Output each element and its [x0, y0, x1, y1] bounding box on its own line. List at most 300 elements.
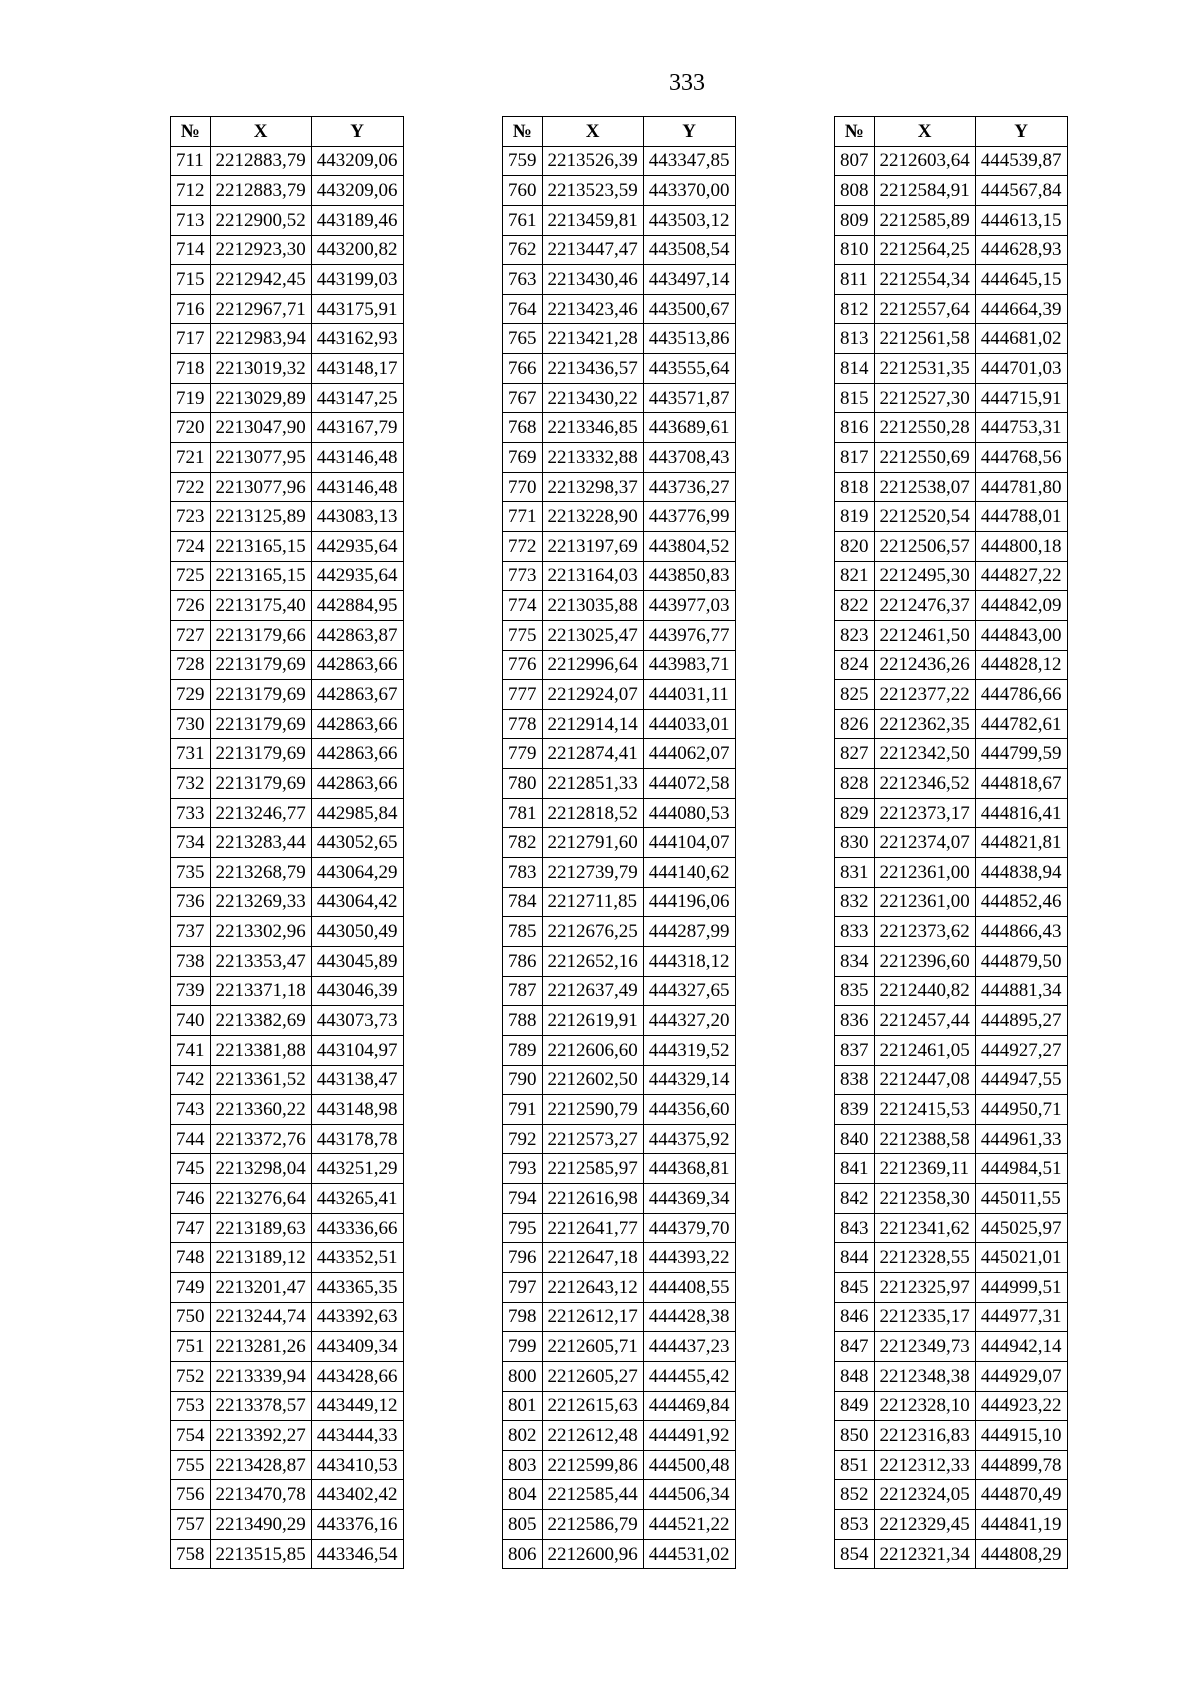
table-header-row [835, 117, 1068, 147]
table-row [171, 946, 404, 976]
cell-x: 2212321,34 [874, 1539, 975, 1569]
cell-x: 2212914,14 [542, 709, 643, 739]
cell-x: 2213175,40 [210, 591, 311, 621]
cell-number: 756 [171, 1480, 211, 1510]
cell-x: 2212600,96 [542, 1539, 643, 1569]
table-row [835, 828, 1068, 858]
cell-y: 444701,03 [975, 354, 1067, 384]
cell-y: 444999,51 [975, 1272, 1067, 1302]
table-row [835, 1332, 1068, 1362]
cell-number: 845 [835, 1272, 875, 1302]
cell-x: 2212348,38 [874, 1361, 975, 1391]
table-row [171, 205, 404, 235]
table-row [503, 265, 736, 295]
cell-x: 2212612,48 [542, 1421, 643, 1451]
table-row [503, 1480, 736, 1510]
cell-x: 2212647,18 [542, 1243, 643, 1273]
cell-y: 444375,92 [643, 1124, 735, 1154]
cell-number: 816 [835, 413, 875, 443]
cell-y: 444080,53 [643, 798, 735, 828]
cell-x: 2212377,22 [874, 680, 975, 710]
table-row [171, 1124, 404, 1154]
cell-y: 442985,84 [311, 798, 403, 828]
table-row [503, 1095, 736, 1125]
cell-number: 822 [835, 591, 875, 621]
cell-number: 783 [503, 858, 543, 888]
cell-number: 819 [835, 502, 875, 532]
cell-x: 2212369,11 [874, 1154, 975, 1184]
cell-y: 445011,55 [975, 1184, 1067, 1214]
cell-x: 2213423,46 [542, 294, 643, 324]
cell-number: 730 [171, 709, 211, 739]
cell-y: 444327,20 [643, 1006, 735, 1036]
cell-y: 444356,60 [643, 1095, 735, 1125]
cell-y: 444838,94 [975, 858, 1067, 888]
table-row [171, 472, 404, 502]
cell-y: 444852,46 [975, 887, 1067, 917]
cell-x: 2213029,89 [210, 383, 311, 413]
cell-x: 2212506,57 [874, 531, 975, 561]
cell-number: 802 [503, 1421, 543, 1451]
cell-number: 794 [503, 1184, 543, 1214]
cell-number: 719 [171, 383, 211, 413]
header-y: Y [975, 117, 1067, 147]
cell-number: 827 [835, 739, 875, 769]
table-row [503, 324, 736, 354]
cell-number: 838 [835, 1065, 875, 1095]
table-row [503, 769, 736, 799]
table-row [503, 176, 736, 206]
cell-x: 2213246,77 [210, 798, 311, 828]
table-row [835, 1480, 1068, 1510]
cell-x: 2212711,85 [542, 887, 643, 917]
header-x: X [542, 117, 643, 147]
cell-x: 2212590,79 [542, 1095, 643, 1125]
cell-number: 799 [503, 1332, 543, 1362]
cell-x: 2212316,83 [874, 1421, 975, 1451]
cell-x: 2212374,07 [874, 828, 975, 858]
cell-y: 443850,83 [643, 561, 735, 591]
cell-number: 748 [171, 1243, 211, 1273]
table-row [171, 561, 404, 591]
table-row [835, 1421, 1068, 1451]
cell-y: 444645,15 [975, 265, 1067, 295]
cell-x: 2213164,03 [542, 561, 643, 591]
cell-y: 445025,97 [975, 1213, 1067, 1243]
cell-x: 2212373,17 [874, 798, 975, 828]
cell-y: 444870,49 [975, 1480, 1067, 1510]
table-row [503, 946, 736, 976]
table-row [171, 1035, 404, 1065]
cell-x: 2212605,27 [542, 1361, 643, 1391]
cell-number: 739 [171, 976, 211, 1006]
cell-number: 841 [835, 1154, 875, 1184]
cell-x: 2212924,07 [542, 680, 643, 710]
cell-x: 2212619,91 [542, 1006, 643, 1036]
table-row [171, 1272, 404, 1302]
cell-y: 443376,16 [311, 1510, 403, 1540]
cell-x: 2212461,05 [874, 1035, 975, 1065]
cell-x: 2213268,79 [210, 858, 311, 888]
cell-x: 2212349,73 [874, 1332, 975, 1362]
cell-y: 444915,10 [975, 1421, 1067, 1451]
cell-number: 854 [835, 1539, 875, 1569]
cell-y: 442863,67 [311, 680, 403, 710]
table-row [171, 591, 404, 621]
table-row [503, 709, 736, 739]
cell-y: 443104,97 [311, 1035, 403, 1065]
table-row [503, 1361, 736, 1391]
cell-x: 2212584,91 [874, 176, 975, 206]
cell-y: 443146,48 [311, 472, 403, 502]
cell-x: 2213436,57 [542, 354, 643, 384]
cell-number: 762 [503, 235, 543, 265]
cell-number: 731 [171, 739, 211, 769]
cell-y: 444031,11 [643, 680, 735, 710]
table-row [171, 620, 404, 650]
cell-number: 773 [503, 561, 543, 591]
cell-y: 443776,99 [643, 502, 735, 532]
table-row [171, 324, 404, 354]
cell-y: 444681,02 [975, 324, 1067, 354]
cell-y: 443983,71 [643, 650, 735, 680]
cell-y: 443200,82 [311, 235, 403, 265]
cell-number: 853 [835, 1510, 875, 1540]
cell-number: 742 [171, 1065, 211, 1095]
cell-x: 2213179,66 [210, 620, 311, 650]
cell-x: 2212883,79 [210, 176, 311, 206]
table-body [503, 146, 736, 1569]
cell-x: 2212605,71 [542, 1332, 643, 1362]
cell-x: 2212818,52 [542, 798, 643, 828]
cell-x: 2213526,39 [542, 146, 643, 176]
table-row [171, 1243, 404, 1273]
cell-y: 444664,39 [975, 294, 1067, 324]
table-row [171, 1361, 404, 1391]
table-row [503, 976, 736, 1006]
table-row [171, 413, 404, 443]
table-row [835, 383, 1068, 413]
cell-y: 443503,12 [643, 205, 735, 235]
cell-number: 832 [835, 887, 875, 917]
cell-y: 443370,00 [643, 176, 735, 206]
table-row [503, 235, 736, 265]
cell-y: 443064,42 [311, 887, 403, 917]
cell-number: 808 [835, 176, 875, 206]
cell-y: 444984,51 [975, 1154, 1067, 1184]
cell-x: 2212996,64 [542, 650, 643, 680]
cell-y: 443571,87 [643, 383, 735, 413]
table-row [503, 917, 736, 947]
cell-y: 444808,29 [975, 1539, 1067, 1569]
cell-y: 444393,22 [643, 1243, 735, 1273]
cell-x: 2213165,15 [210, 531, 311, 561]
cell-x: 2213189,12 [210, 1243, 311, 1273]
cell-number: 720 [171, 413, 211, 443]
cell-y: 443199,03 [311, 265, 403, 295]
cell-number: 732 [171, 769, 211, 799]
cell-x: 2213378,57 [210, 1391, 311, 1421]
table-row [835, 858, 1068, 888]
cell-y: 443977,03 [643, 591, 735, 621]
cell-y: 444786,66 [975, 680, 1067, 710]
table-row [503, 798, 736, 828]
table-row [835, 1539, 1068, 1569]
table-row [171, 709, 404, 739]
cell-number: 776 [503, 650, 543, 680]
cell-y: 443178,78 [311, 1124, 403, 1154]
table-body [835, 146, 1068, 1569]
cell-y: 443265,41 [311, 1184, 403, 1214]
cell-number: 758 [171, 1539, 211, 1569]
cell-x: 2213165,15 [210, 561, 311, 591]
cell-y: 444613,15 [975, 205, 1067, 235]
cell-y: 443064,29 [311, 858, 403, 888]
table-row [503, 443, 736, 473]
cell-x: 2212900,52 [210, 205, 311, 235]
table-row [503, 1124, 736, 1154]
table-row [503, 1272, 736, 1302]
cell-y: 444491,92 [643, 1421, 735, 1451]
table-row [835, 1243, 1068, 1273]
cell-y: 443508,54 [643, 235, 735, 265]
cell-x: 2212324,05 [874, 1480, 975, 1510]
table-row [835, 798, 1068, 828]
cell-y: 444818,67 [975, 769, 1067, 799]
cell-x: 2213339,94 [210, 1361, 311, 1391]
table-row [503, 591, 736, 621]
cell-y: 444866,43 [975, 917, 1067, 947]
cell-x: 2212874,41 [542, 739, 643, 769]
cell-number: 848 [835, 1361, 875, 1391]
cell-y: 443352,51 [311, 1243, 403, 1273]
cell-y: 442884,95 [311, 591, 403, 621]
cell-x: 2212739,79 [542, 858, 643, 888]
table-row [503, 680, 736, 710]
table-row [835, 769, 1068, 799]
table-row [503, 1154, 736, 1184]
cell-number: 763 [503, 265, 543, 295]
cell-x: 2213281,26 [210, 1332, 311, 1362]
cell-y: 443162,93 [311, 324, 403, 354]
cell-y: 443251,29 [311, 1154, 403, 1184]
cell-x: 2213077,95 [210, 443, 311, 473]
cell-number: 715 [171, 265, 211, 295]
table-row [835, 1154, 1068, 1184]
table-row [835, 887, 1068, 917]
table-row [171, 1065, 404, 1095]
page-number-text: 333 [669, 70, 705, 96]
cell-y: 444531,02 [643, 1539, 735, 1569]
cell-y: 444033,01 [643, 709, 735, 739]
table-row [835, 1065, 1068, 1095]
cell-x: 2212599,86 [542, 1450, 643, 1480]
table-row [171, 1302, 404, 1332]
cell-x: 2212643,12 [542, 1272, 643, 1302]
cell-number: 831 [835, 858, 875, 888]
cell-y: 444977,31 [975, 1302, 1067, 1332]
cell-x: 2212550,28 [874, 413, 975, 443]
cell-y: 444816,41 [975, 798, 1067, 828]
cell-number: 735 [171, 858, 211, 888]
cell-x: 2213035,88 [542, 591, 643, 621]
cell-number: 833 [835, 917, 875, 947]
cell-number: 751 [171, 1332, 211, 1362]
cell-number: 823 [835, 620, 875, 650]
cell-x: 2213353,47 [210, 946, 311, 976]
cell-number: 712 [171, 176, 211, 206]
cell-y: 443147,25 [311, 383, 403, 413]
table-row [835, 1124, 1068, 1154]
table-row [503, 1539, 736, 1569]
cell-number: 779 [503, 739, 543, 769]
cell-number: 737 [171, 917, 211, 947]
cell-y: 443209,06 [311, 176, 403, 206]
cell-y: 442935,64 [311, 531, 403, 561]
cell-y: 444950,71 [975, 1095, 1067, 1125]
table-row [835, 294, 1068, 324]
cell-number: 760 [503, 176, 543, 206]
cell-x: 2213447,47 [542, 235, 643, 265]
cell-number: 820 [835, 531, 875, 561]
cell-number: 777 [503, 680, 543, 710]
cell-number: 769 [503, 443, 543, 473]
cell-x: 2213470,78 [210, 1480, 311, 1510]
cell-y: 444782,61 [975, 709, 1067, 739]
table-row [503, 828, 736, 858]
cell-x: 2212520,54 [874, 502, 975, 532]
cell-x: 2213459,81 [542, 205, 643, 235]
cell-x: 2212373,62 [874, 917, 975, 947]
coordinates-table-1 [170, 116, 404, 1569]
cell-number: 766 [503, 354, 543, 384]
cell-x: 2212641,77 [542, 1213, 643, 1243]
table-row [835, 1450, 1068, 1480]
table-row [835, 650, 1068, 680]
cell-y: 444842,09 [975, 591, 1067, 621]
cell-y: 444287,99 [643, 917, 735, 947]
table-row [171, 531, 404, 561]
cell-x: 2212791,60 [542, 828, 643, 858]
table-row [503, 294, 736, 324]
cell-y: 442863,66 [311, 739, 403, 769]
cell-x: 2212586,79 [542, 1510, 643, 1540]
table-row [171, 1006, 404, 1036]
cell-number: 768 [503, 413, 543, 443]
cell-number: 771 [503, 502, 543, 532]
cell-y: 444843,00 [975, 620, 1067, 650]
cell-y: 443689,61 [643, 413, 735, 443]
table-row [171, 1213, 404, 1243]
cell-x: 2213381,88 [210, 1035, 311, 1065]
cell-y: 444923,22 [975, 1391, 1067, 1421]
cell-y: 443148,17 [311, 354, 403, 384]
cell-y: 443209,06 [311, 146, 403, 176]
cell-y: 443346,54 [311, 1539, 403, 1569]
cell-number: 800 [503, 1361, 543, 1391]
cell-x: 2213515,85 [210, 1539, 311, 1569]
cell-x: 2213298,37 [542, 472, 643, 502]
cell-y: 443052,65 [311, 828, 403, 858]
table-row [503, 1065, 736, 1095]
table-row [835, 1272, 1068, 1302]
cell-y: 444379,70 [643, 1213, 735, 1243]
cell-number: 790 [503, 1065, 543, 1095]
cell-number: 840 [835, 1124, 875, 1154]
cell-number: 801 [503, 1391, 543, 1421]
cell-x: 2213302,96 [210, 917, 311, 947]
cell-y: 443708,43 [643, 443, 735, 473]
table-row [171, 1332, 404, 1362]
cell-number: 721 [171, 443, 211, 473]
cell-number: 738 [171, 946, 211, 976]
cell-number: 713 [171, 205, 211, 235]
cell-number: 817 [835, 443, 875, 473]
table-row [835, 176, 1068, 206]
table-row [503, 383, 736, 413]
cell-y: 443410,53 [311, 1450, 403, 1480]
cell-y: 443046,39 [311, 976, 403, 1006]
page-number [0, 70, 1200, 97]
table-row [835, 502, 1068, 532]
cell-y: 443392,63 [311, 1302, 403, 1332]
cell-y: 444428,38 [643, 1302, 735, 1332]
cell-y: 444715,91 [975, 383, 1067, 413]
table-row [835, 1095, 1068, 1125]
cell-y: 443976,77 [643, 620, 735, 650]
cell-number: 842 [835, 1184, 875, 1214]
cell-x: 2213382,69 [210, 1006, 311, 1036]
table-row [503, 472, 736, 502]
table-row [503, 1391, 736, 1421]
cell-number: 747 [171, 1213, 211, 1243]
cell-x: 2213430,46 [542, 265, 643, 295]
table-body [171, 146, 404, 1569]
cell-number: 753 [171, 1391, 211, 1421]
cell-number: 789 [503, 1035, 543, 1065]
cell-y: 443402,42 [311, 1480, 403, 1510]
cell-x: 2213197,69 [542, 531, 643, 561]
table-row [835, 1035, 1068, 1065]
cell-y: 443497,14 [643, 265, 735, 295]
cell-number: 728 [171, 650, 211, 680]
cell-number: 775 [503, 620, 543, 650]
cell-y: 444799,59 [975, 739, 1067, 769]
cell-x: 2212652,16 [542, 946, 643, 976]
cell-x: 2212615,63 [542, 1391, 643, 1421]
cell-x: 2212361,00 [874, 887, 975, 917]
cell-y: 444329,14 [643, 1065, 735, 1095]
cell-y: 444318,12 [643, 946, 735, 976]
table-row [835, 265, 1068, 295]
cell-number: 813 [835, 324, 875, 354]
cell-y: 442863,66 [311, 709, 403, 739]
header-number: № [503, 117, 543, 147]
cell-y: 442863,66 [311, 769, 403, 799]
cell-number: 746 [171, 1184, 211, 1214]
cell-x: 2212328,10 [874, 1391, 975, 1421]
cell-x: 2212585,44 [542, 1480, 643, 1510]
cell-x: 2212606,60 [542, 1035, 643, 1065]
cell-x: 2212415,53 [874, 1095, 975, 1125]
cell-y: 444408,55 [643, 1272, 735, 1302]
cell-y: 444768,56 [975, 443, 1067, 473]
table-row [835, 591, 1068, 621]
cell-y: 442863,66 [311, 650, 403, 680]
table-row [835, 205, 1068, 235]
cell-number: 781 [503, 798, 543, 828]
cell-y: 444506,34 [643, 1480, 735, 1510]
